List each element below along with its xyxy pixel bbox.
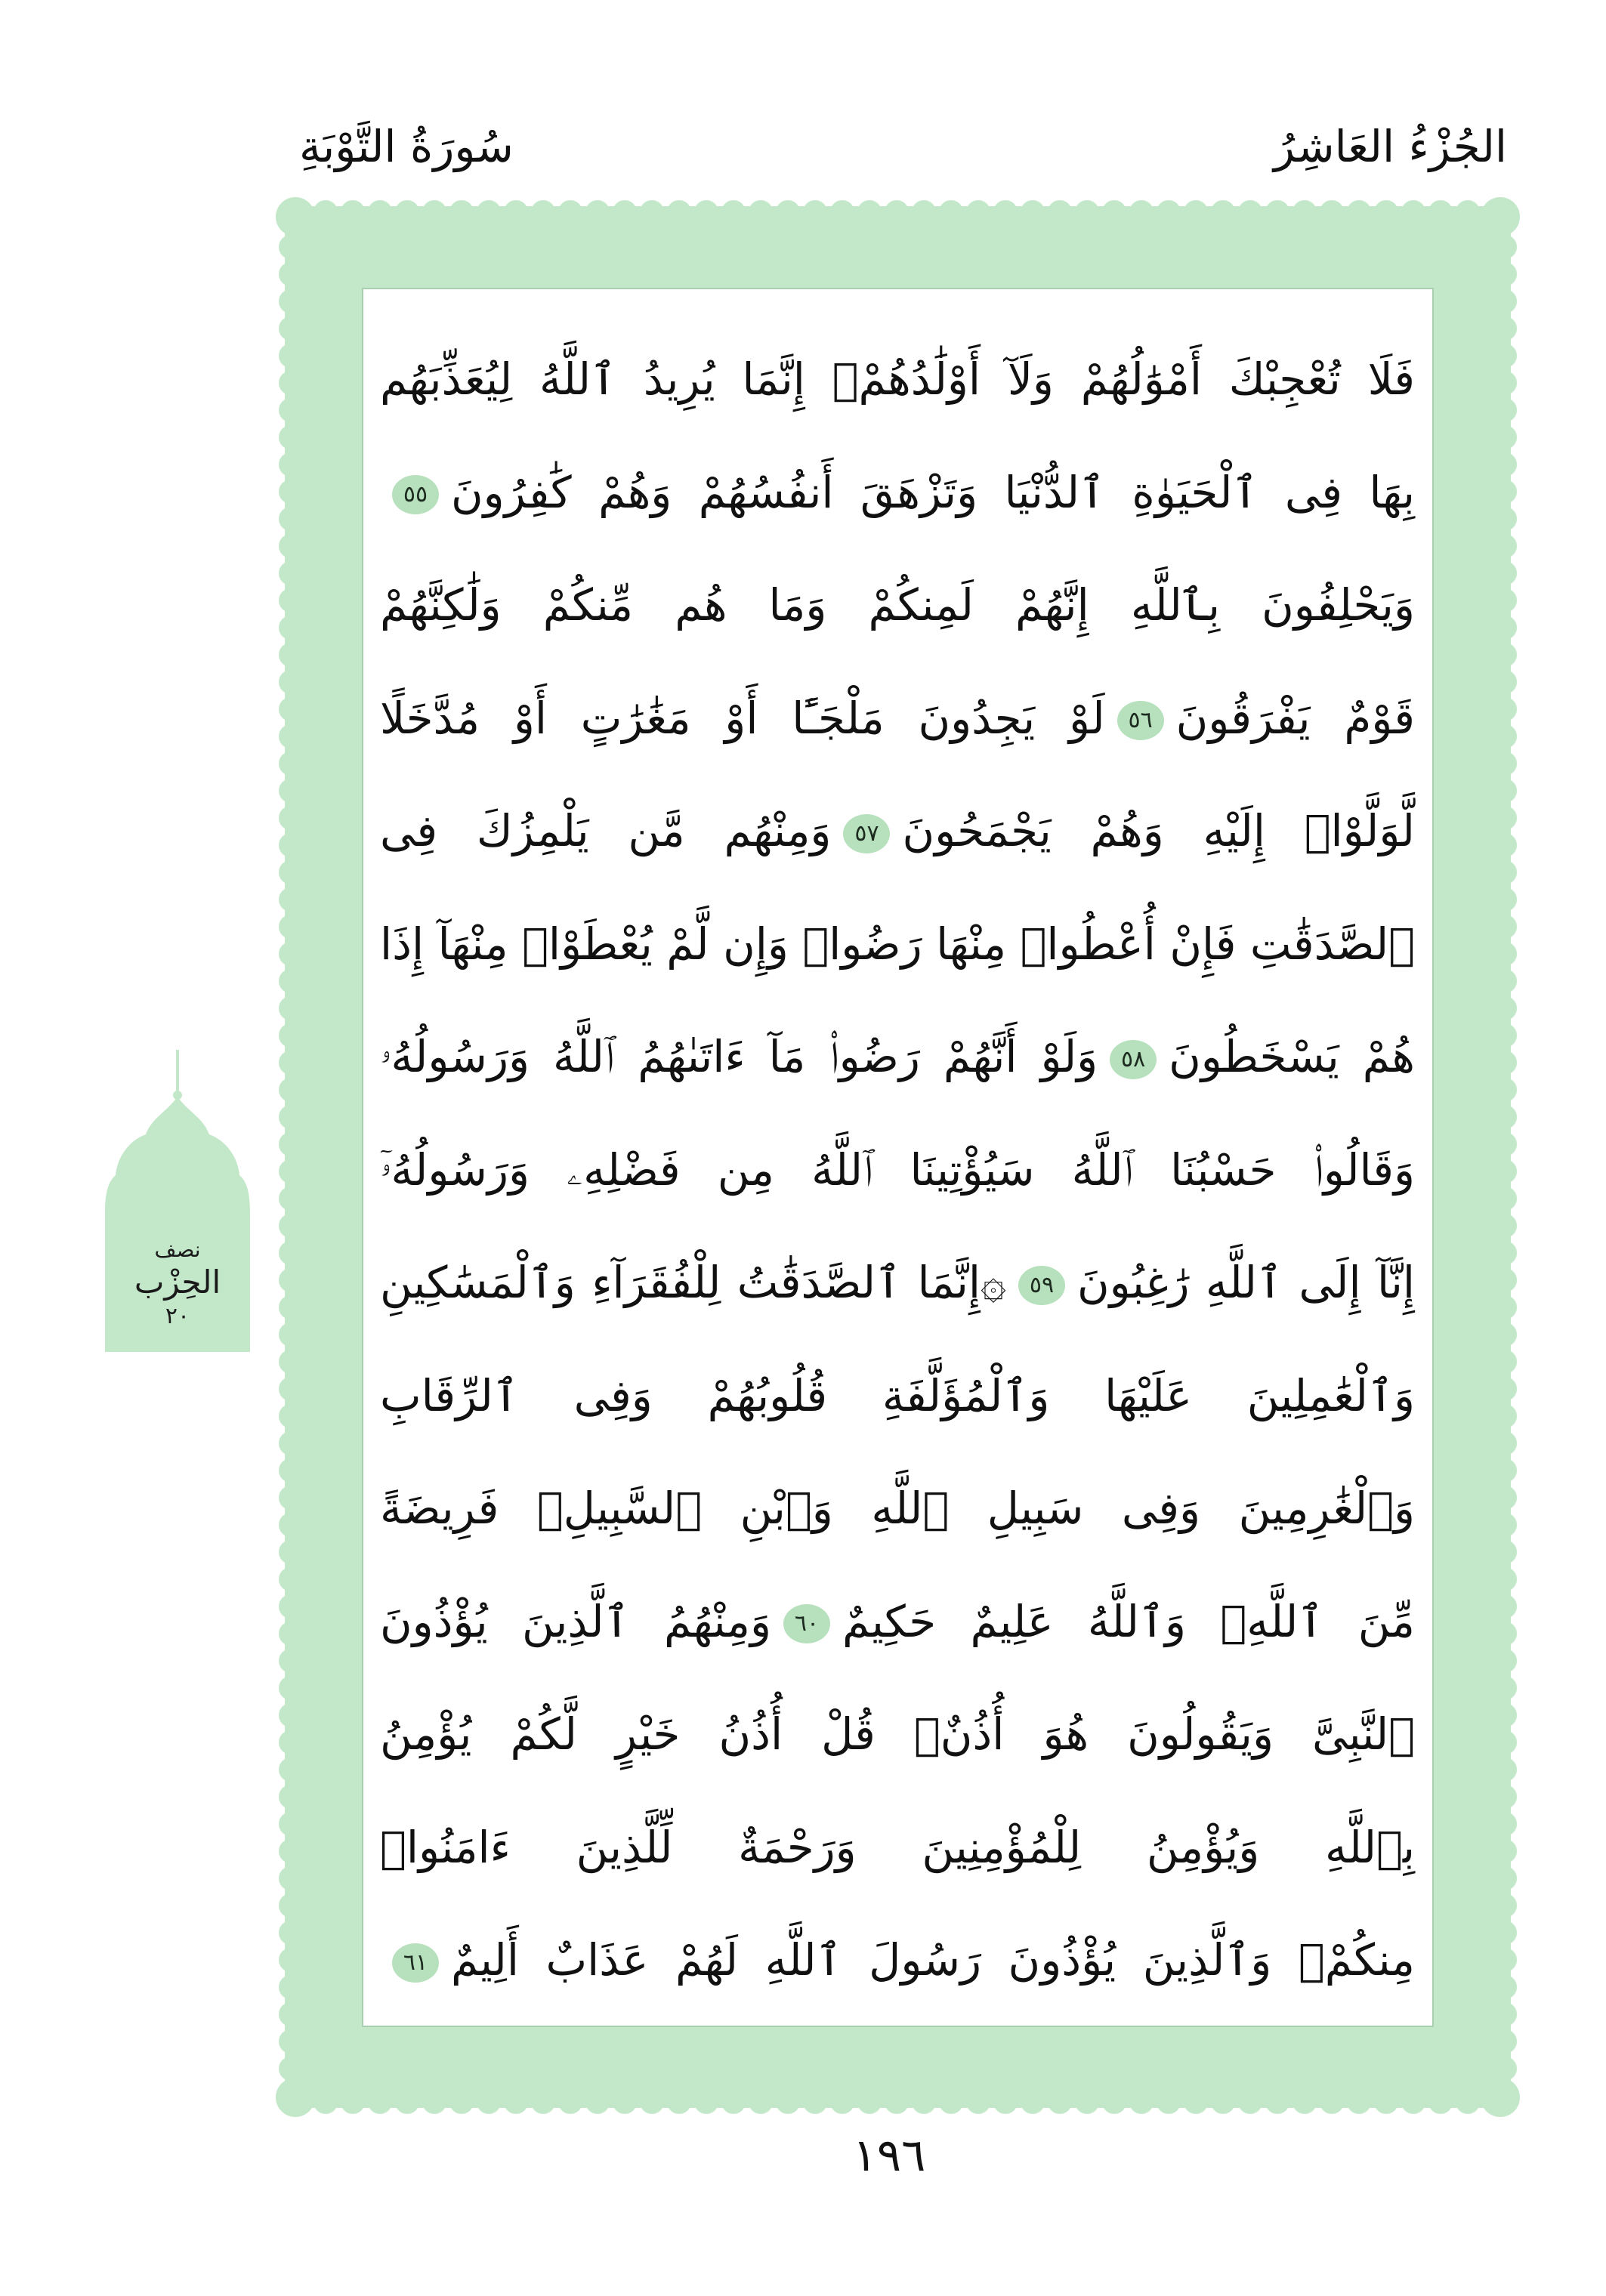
frame-corner (276, 2078, 315, 2117)
frame-scallop-right (1493, 206, 1517, 2108)
ayah-text: وَقَالُوا۟ حَسْبُنَا ٱللَّهُ سَيُؤْتِينَا ٱللَّهُ مِن فَضْلِهِۦ وَرَسُولُهُۥٓ (380, 1143, 1415, 1196)
ayah-text: وَمِنْهُمُ ٱلَّذِينَ يُؤْذُونَ (379, 1595, 772, 1647)
ayah-text: فَلَا تُعْجِبْكَ أَمْوَٰلُهُمْ وَلَآ أَوْلَٰدُهُمْۚ إِنَّمَا يُرِيدُ ٱللَّهُ لِيُعَذِّبَهُم (380, 353, 1415, 405)
quran-line (380, 1114, 1415, 1227)
ayah-text: قَوْمٌ يَفْرَقُونَ (1175, 692, 1415, 744)
ayah-text: ٱلصَّدَقَٰتِ فَإِنْ أُعْطُوا۟ مِنْهَا رَضُوا۟ وَإِن لَّمْ يُعْطَوْا۟ مِنْهَآ إِذَا (380, 918, 1415, 970)
ayah-text: ٱلنَّبِىَّ وَيَقُولُونَ هُوَ أُذُنٌۚ قُلْ أُذُنُ خَيْرٍ لَّكُمْ يُؤْمِنُ (380, 1708, 1415, 1760)
surah-title: سُورَةُ التَّوْبَةِ (299, 121, 514, 172)
juz-title: الجُزْءُ العَاشِرُ (1274, 121, 1507, 172)
ayah-number-marker: ٥٧ (843, 814, 890, 853)
ayah-number-marker: ٥٦ (1117, 701, 1164, 740)
frame-scallop-bottom (285, 2090, 1511, 2114)
quran-line (380, 1904, 1415, 2017)
ayah-number-marker: ٦٠ (783, 1604, 830, 1643)
hizb-fraction-label: نصف (154, 1237, 201, 1262)
ayah-text: بِٱللَّهِ وَيُؤْمِنُ لِلْمُؤْمِنِينَ وَرَحْمَةٌ لِّلَّذِينَ ءَامَنُوا۟ (380, 1821, 1415, 1873)
line-content (380, 662, 1415, 776)
quran-line (380, 549, 1415, 662)
line-content (380, 888, 1415, 1001)
frame-corner (1481, 197, 1520, 236)
ayah-text: وَٱلْغَٰرِمِينَ وَفِى سَبِيلِ ٱللَّهِ وَٱبْنِ ٱلسَّبِيلِۖ فَرِيضَةً (380, 1483, 1415, 1534)
page-number: ١٩٦ (852, 2129, 926, 2182)
line-content (380, 1452, 1415, 1566)
quran-line (380, 323, 1415, 437)
line-content (380, 1904, 1415, 2017)
quran-line (380, 1791, 1415, 1905)
quran-text-block (380, 323, 1415, 2017)
ayah-text: هُمْ يَسْخَطُونَ (1169, 1031, 1415, 1082)
quran-line (380, 1227, 1415, 1340)
hizb-marker (105, 1050, 250, 1352)
text-panel (362, 288, 1434, 2027)
ayah-text: وَلَوْ أَنَّهُمْ رَضُوا۟ مَآ ءَاتَىٰهُمُ ٱللَّهُ وَرَسُولُهُۥ (380, 1031, 1098, 1082)
line-content (380, 1227, 1415, 1340)
line-content (380, 1678, 1415, 1791)
ayah-number-marker: ٥٩ (1018, 1266, 1065, 1305)
ayah-text: مِنكُمْۚ وَٱلَّذِينَ يُؤْذُونَ رَسُولَ ٱللَّهِ لَهُمْ عَذَابٌ أَلِيمٌ (451, 1934, 1415, 1986)
line-content (380, 1114, 1415, 1227)
quran-line (380, 1340, 1415, 1453)
frame-corner (1481, 2078, 1520, 2117)
quran-line (380, 437, 1415, 550)
frame-corner (276, 197, 315, 236)
quran-line (380, 775, 1415, 888)
ayah-text: وَمِنْهُم مَّن يَلْمِزُكَ فِى (380, 805, 832, 856)
line-content (380, 1340, 1415, 1453)
line-content (380, 1791, 1415, 1905)
line-content (380, 1001, 1415, 1114)
line-content (380, 549, 1415, 662)
quran-line (380, 1001, 1415, 1114)
quran-line (380, 888, 1415, 1001)
quran-line (380, 1678, 1415, 1791)
ayah-text: وَٱلْعَٰمِلِينَ عَلَيْهَا وَٱلْمُؤَلَّفَةِ قُلُوبُهُمْ وَفِى ٱلرِّقَابِ (380, 1369, 1415, 1421)
ayah-number-marker: ٥٨ (1110, 1040, 1157, 1079)
frame-scallop-left (279, 206, 303, 2108)
line-content (380, 775, 1415, 888)
ayah-text: لَوْ يَجِدُونَ مَلْجَـًٔا أَوْ مَغَٰرَٰتٍ أَوْ مُدَّخَلًا (380, 692, 1105, 744)
hizb-label: الحِزْب (134, 1264, 221, 1301)
quran-line (380, 1566, 1415, 1679)
ayah-text: ۞إِنَّمَا ٱلصَّدَقَٰتُ لِلْفُقَرَآءِ وَٱلْمَسَٰكِينِ (380, 1257, 1006, 1308)
line-content (380, 437, 1415, 550)
ayah-number-marker: ٦١ (392, 1943, 439, 1983)
ayah-text: بِهَا فِى ٱلْحَيَوٰةِ ٱلدُّنْيَا وَتَزْهَقَ أَنفُسُهُمْ وَهُمْ كَٰفِرُونَ (451, 466, 1415, 518)
ayah-number-marker: ٥٥ (392, 475, 439, 514)
ayah-text: إِنَّآ إِلَى ٱللَّهِ رَٰغِبُونَ (1076, 1257, 1415, 1308)
hizb-number: ٢٠ (165, 1303, 190, 1329)
quran-line (380, 662, 1415, 776)
quran-line (380, 1452, 1415, 1566)
ayah-text: مِّنَ ٱللَّهِۗ وَٱللَّهُ عَلِيمٌ حَكِيمٌ (842, 1595, 1415, 1647)
line-content (380, 323, 1415, 437)
line-content (380, 1566, 1415, 1679)
page-frame (285, 206, 1511, 2108)
ayah-text: وَيَحْلِفُونَ بِٱللَّهِ إِنَّهُمْ لَمِنكُمْ وَمَا هُم مِّنكُمْ وَلَٰكِنَّهُمْ (380, 579, 1415, 631)
ayah-text: لَّوَلَّوْا۟ إِلَيْهِ وَهُمْ يَجْمَحُونَ (902, 805, 1415, 856)
frame-scallop-top (285, 200, 1511, 224)
